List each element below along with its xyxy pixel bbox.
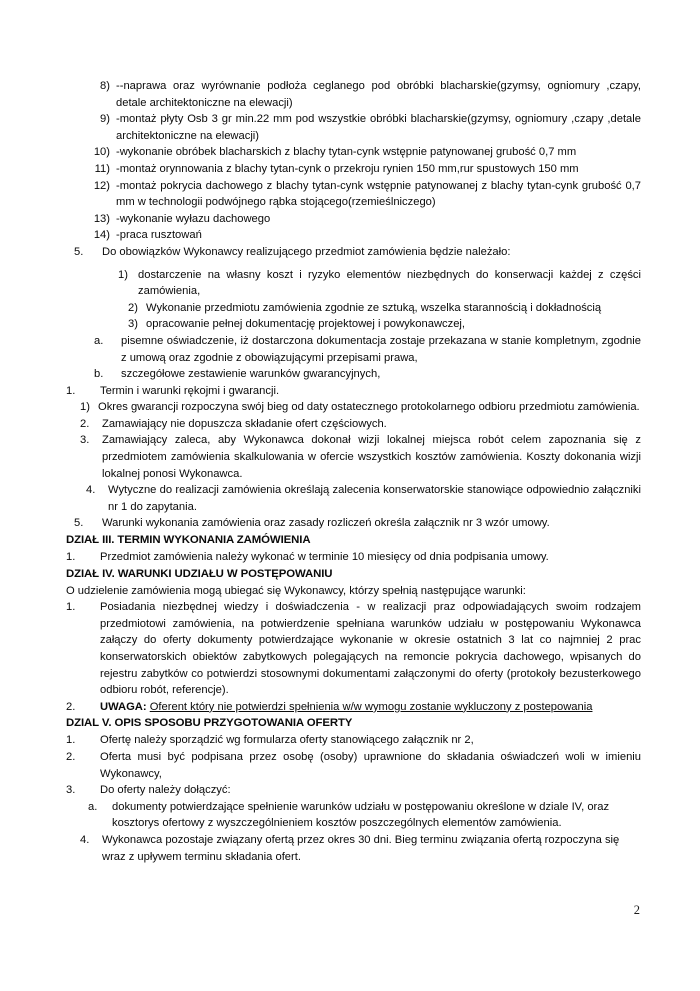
list-item xyxy=(66,515,641,532)
page-number: 2 xyxy=(633,903,640,917)
list-marker: 2. xyxy=(80,417,90,430)
list-text: Przedmiot zamówienia należy wykonać w terminie 10 miesięcy od dnia podpisania umowy. xyxy=(100,551,549,564)
warranty-subitem xyxy=(66,399,641,416)
list-marker: a. xyxy=(94,334,104,347)
list-item xyxy=(66,432,641,482)
list-marker: 13) xyxy=(93,212,110,225)
list-text: Wykonanie przedmiotu zamówienia zgodnie ze sztuką, wszelka starannością i dokładnością xyxy=(146,301,602,314)
list-item xyxy=(66,333,641,366)
list-marker: 1. xyxy=(66,734,76,747)
list-text: -montaż płyty Osb 3 gr min.22 mm pod wszystkie obróbki blacharskie(gzymsy, ogniomury ,czapy ,detale architektoniczne na elewacji) xyxy=(116,113,641,142)
list-text: Warunki wykonania zamówienia oraz zasady rozliczeń określa załącznik nr 3 wzór umowy. xyxy=(102,517,550,530)
obligations-intro xyxy=(66,244,641,261)
list-item xyxy=(66,78,641,111)
list-marker: 3. xyxy=(80,434,90,447)
list-text: opracowanie pełnej dokumentację projektowej i powykonawczej, xyxy=(146,318,466,331)
warranty-items xyxy=(66,416,641,532)
list-text: pisemne oświadczenie, iż dostarczona dokumentacja zostaje przekazana w stanie kompletnym, zgodnie z umową oraz zgodnie z obowiązującymi przepisami prawa, xyxy=(121,334,641,364)
list-item xyxy=(66,144,641,161)
obligations-lettered-list xyxy=(66,333,641,383)
list-text: -praca rusztowań xyxy=(116,229,202,242)
list-text: -montaż orynnowania z blachy tytan-cynk o przekroju rynien 150 mm,rur spustowych 150 mm xyxy=(116,162,579,175)
list-text: Ofertę należy sporządzić wg formularza oferty stanowiącego załącznik nr 2, xyxy=(100,734,474,747)
list-item xyxy=(66,300,641,317)
dzial-iv-item-2 xyxy=(66,699,641,716)
list-text: -montaż pokrycia dachowego z blachy tytan-cynk wstępnie patynowanej z blachy tytan-cynk grubość 0,7 mm w technologii podwójnego rąbka stojącego(rzemieślniczego) xyxy=(116,179,641,209)
list-item xyxy=(66,799,641,832)
list-item xyxy=(66,316,641,333)
list-item xyxy=(66,267,641,300)
list-text: Zamawiający zaleca, aby Wykonawca dokonał wizji lokalnej miejsca robót celem zapoznania się z przedmiotem zamówienia skalkulowania w ofercie wszystkich kosztów zamówienia. Koszty dokonania wizji lokalnej ponosi Wykonawca. xyxy=(102,434,641,480)
list-item xyxy=(66,416,641,433)
uwaga-text: Oferent który nie potwierdzi spełnienia w/w wymogu zostanie wykluczony z postepowania xyxy=(149,700,593,713)
list-text: -wykonanie obróbek blacharskich z blachy tytan-cynk wstępnie patynowanej grubość 0,7 mm xyxy=(116,146,577,159)
list-text: Do obowiązków Wykonawcy realizującego przedmiot zamówienia będzie należało: xyxy=(102,245,511,258)
list-text: -wykonanie wyłazu dachowego xyxy=(116,212,271,225)
list-marker: 1. xyxy=(66,551,76,564)
list-text: szczegółowe zestawienie warunków gwarancyjnych, xyxy=(121,368,381,381)
dzial-iii-item xyxy=(66,549,641,566)
dzial-v-item-4 xyxy=(66,832,641,865)
list-item xyxy=(66,482,641,515)
list-marker: 1) xyxy=(80,401,90,414)
list-marker: 9) xyxy=(100,113,110,126)
list-text: --naprawa oraz wyrównanie podłoża ceglanego pod obróbki blacharskie(gzymsy, ogniomury ,czapy, detale architektoniczne na elewacji) xyxy=(116,80,641,109)
list-marker: 12) xyxy=(93,179,110,192)
list-marker: 1) xyxy=(118,268,128,281)
dzial-iv-item-1 xyxy=(66,599,641,699)
list-marker: 11) xyxy=(94,162,110,175)
roof-works-list xyxy=(66,78,641,244)
list-text: dostarczenie na własny koszt i ryzyko elementów niezbędnych do konserwacji każdej z części zamówienia, xyxy=(138,268,641,298)
list-item xyxy=(66,749,641,782)
list-text: Do oferty należy dołączyć: xyxy=(100,784,231,797)
list-marker: 10) xyxy=(93,146,110,159)
section-heading-dzial-iii: DZIAŁ III. TERMIN WYKONANIA ZAMÓWIENIA xyxy=(66,534,311,547)
list-item xyxy=(66,211,641,228)
list-marker: 2. xyxy=(66,750,76,763)
warranty-title-row xyxy=(66,383,641,400)
list-text: Wykonawca pozostaje związany ofertą przez okres 30 dni. Bieg terminu związania ofertą rozpoczyna się wraz z upływem terminu składania ofert. xyxy=(102,833,620,863)
list-text: Oferta musi być podpisana przez osobę (osoby) uprawnione do składania oświadczeń woli w imieniu Wykonawcy, xyxy=(100,750,641,780)
list-marker: 1. xyxy=(66,384,76,397)
list-marker: 4. xyxy=(86,484,96,497)
list-item xyxy=(66,782,641,799)
list-marker: 2) xyxy=(128,301,138,314)
obligations-sublist xyxy=(66,267,641,333)
list-marker: 8) xyxy=(100,80,110,92)
list-text: Okres gwarancji rozpoczyna swój bieg od daty ostatecznego protokolarnego odbioru przedmiotu zamówienia. xyxy=(98,401,640,414)
list-marker: 5. xyxy=(74,517,84,530)
list-text xyxy=(80,699,641,716)
list-marker: b. xyxy=(94,368,104,381)
list-text: Zamawiający nie dopuszcza składanie ofert częściowych. xyxy=(102,417,387,430)
list-text: Posiadania niezbędnej wiedzy i doświadczenia - w realizacji praz odpowiadających swoim rodzajem przedmiotowi zamówienia, na potwierdzenie spełniana warunków udziału w postępowaniu Wykonawca załączy do oferty dokumenty potwierdzające wykonanie w okresie ostatnich 3 lat co najmniej 2 prac konserwatorskich obiektów zabytkowych polegających na remoncie pokrycia dachowego, wpisanych do rejestru zabytków co potwierdzi stosownymi dokumentami załączonymi do oferty (protokoły bezusterkowego odbioru robót, referencje). xyxy=(100,601,641,697)
list-item xyxy=(66,161,641,178)
list-item xyxy=(66,366,641,383)
section-heading-dzial-iv: DZIAŁ IV. WARUNKI UDZIAŁU W POSTĘPOWANIU xyxy=(66,567,333,580)
list-item xyxy=(66,111,641,144)
list-item xyxy=(66,178,641,211)
list-marker: 1. xyxy=(66,601,76,614)
section-heading-dzial-v: DZIAL V. OPIS SPOSOBU PRZYGOTOWANIA OFERTY xyxy=(66,717,353,730)
document-body xyxy=(66,78,641,865)
list-marker: a. xyxy=(88,800,98,813)
list-marker: 4. xyxy=(80,833,90,846)
uwaga-label: UWAGA: xyxy=(100,700,147,713)
list-marker: 5. xyxy=(74,245,84,258)
list-item xyxy=(66,732,641,749)
list-text: Termin i warunki rękojmi i gwarancji. xyxy=(100,384,280,397)
list-marker: 2. xyxy=(66,700,76,713)
dzial-iv-lead: O udzielenie zamówienia mogą ubiegać się Wykonawcy, którzy spełnią następujące warunki: xyxy=(66,584,526,597)
list-marker: 3. xyxy=(66,784,76,797)
list-marker: 3) xyxy=(128,318,138,331)
list-marker: 14) xyxy=(93,229,110,242)
list-text: dokumenty potwierdzające spełnienie warunków udziału w postępowaniu określone w dziale IV, oraz kosztorys ofertowy z wyszczególnieniem kosztów poszczególnych elementów zamówienia. xyxy=(112,800,610,830)
list-text: Wytyczne do realizacji zamówienia określają zalecenia konserwatorskie stanowiące odpowiednio załączniki nr 1 do zapytania. xyxy=(108,484,641,513)
list-item xyxy=(66,227,641,244)
